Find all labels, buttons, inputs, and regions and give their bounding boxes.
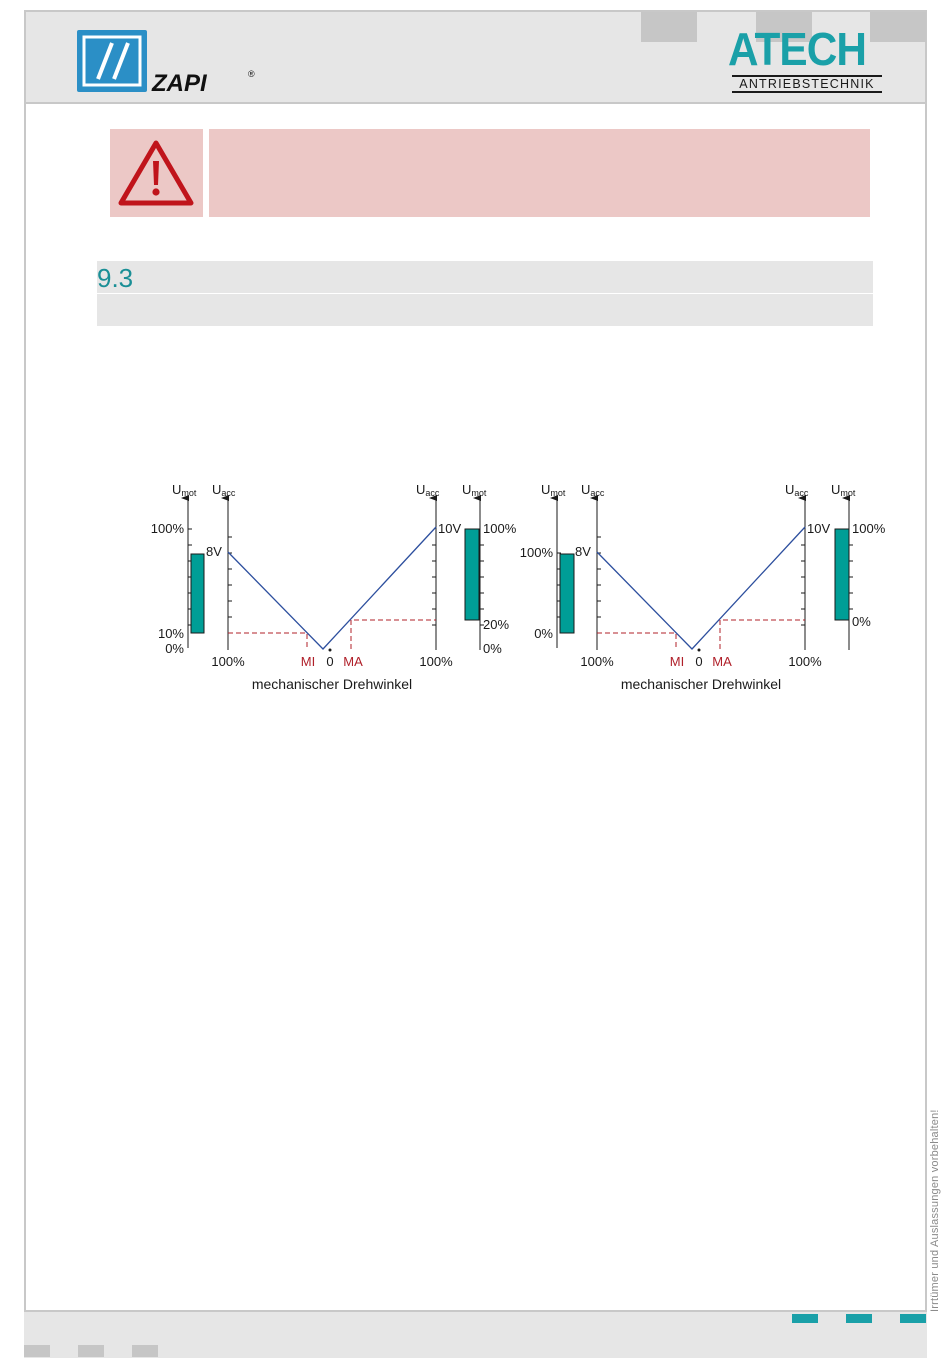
atech-wordmark: ATECH (728, 23, 867, 75)
umot-right-tick-0: 0% (483, 641, 502, 656)
zapi-wordmark: ZAPI (152, 70, 207, 95)
registered-mark: ® (248, 69, 255, 79)
diagram-2 (520, 482, 886, 692)
umot-left-label: Umot (541, 482, 566, 498)
warning-icon-box (110, 129, 203, 217)
zapi-logo-mark (76, 29, 266, 95)
zapi-logo (76, 29, 266, 95)
footer-accent (792, 1314, 818, 1323)
atech-logo (728, 23, 884, 96)
zero-dot (698, 649, 701, 652)
uacc-curve (228, 527, 436, 649)
mi-dashed-line (228, 633, 307, 649)
umot-left-label: Umot (172, 482, 197, 498)
x-tick-right-100: 100% (788, 654, 822, 669)
ma-dashed-line (720, 620, 805, 649)
uacc-right-label: Uacc (416, 482, 440, 498)
umot-left-tick-100: 100% (150, 521, 184, 536)
uacc-right-label: Uacc (785, 482, 809, 498)
warning-text-box (209, 129, 870, 217)
zero-dot (329, 649, 332, 652)
umot-right-label: Umot (831, 482, 856, 498)
umot-right-label: Umot (462, 482, 487, 498)
footer-tab (132, 1345, 158, 1357)
umot-right-bar (835, 529, 849, 620)
x-tick-zero: 0 (326, 654, 334, 669)
umot-right-bar (465, 529, 479, 620)
header-tab (641, 12, 697, 42)
umot-left-tick-10: 10% (157, 626, 184, 641)
section-number: 9.3 (97, 263, 134, 293)
x-tick-ma: MA (343, 654, 363, 669)
x-axis-label: mechanischer Drehwinkel (251, 676, 413, 692)
disclaimer-note: Irrtümer und Auslassungen vorbehalten! (929, 1109, 941, 1312)
umot-left-tick-100: 100% (519, 545, 553, 560)
x-tick-right-100: 100% (419, 654, 453, 669)
diagram-1 (151, 482, 517, 692)
ma-dashed-line (351, 620, 436, 649)
umot-left-tick-0: 0% (165, 641, 184, 656)
umot-left-bar (560, 554, 574, 633)
uacc-right-value: 10V (807, 521, 831, 536)
umot-right-tick-100: 100% (852, 521, 886, 536)
section-heading (97, 261, 873, 293)
footer-accent (846, 1314, 872, 1323)
x-tick-left-100: 100% (580, 654, 614, 669)
footer-accent (900, 1314, 926, 1323)
footer-tab (24, 1345, 50, 1357)
x-tick-mi: MI (669, 654, 685, 669)
x-tick-zero: 0 (695, 654, 703, 669)
x-tick-mi: MI (300, 654, 316, 669)
mi-dashed-line (597, 633, 676, 649)
umot-right-tick-0: 0% (852, 614, 871, 629)
x-axis-label: mechanischer Drehwinkel (620, 676, 782, 692)
uacc-right-value: 10V (438, 521, 462, 536)
x-tick-ma: MA (712, 654, 732, 669)
x-tick-left-100: 100% (211, 654, 245, 669)
footer-tab (78, 1345, 104, 1357)
warning-triangle-icon (110, 129, 203, 217)
umot-left-bar (191, 554, 204, 633)
diagram-area (140, 470, 910, 702)
section-subheading (97, 294, 873, 326)
uacc-left-value: 8V (206, 544, 222, 559)
umot-right-tick-20: 20% (483, 617, 510, 632)
atech-subtitle: ANTRIEBSTECHNIK (732, 75, 882, 93)
umot-right-tick-100: 100% (483, 521, 517, 536)
uacc-left-label: Uacc (581, 482, 605, 498)
uacc-left-label: Uacc (212, 482, 236, 498)
uacc-curve (597, 527, 805, 649)
uacc-left-value: 8V (575, 544, 591, 559)
umot-left-tick-0: 0% (534, 626, 553, 641)
